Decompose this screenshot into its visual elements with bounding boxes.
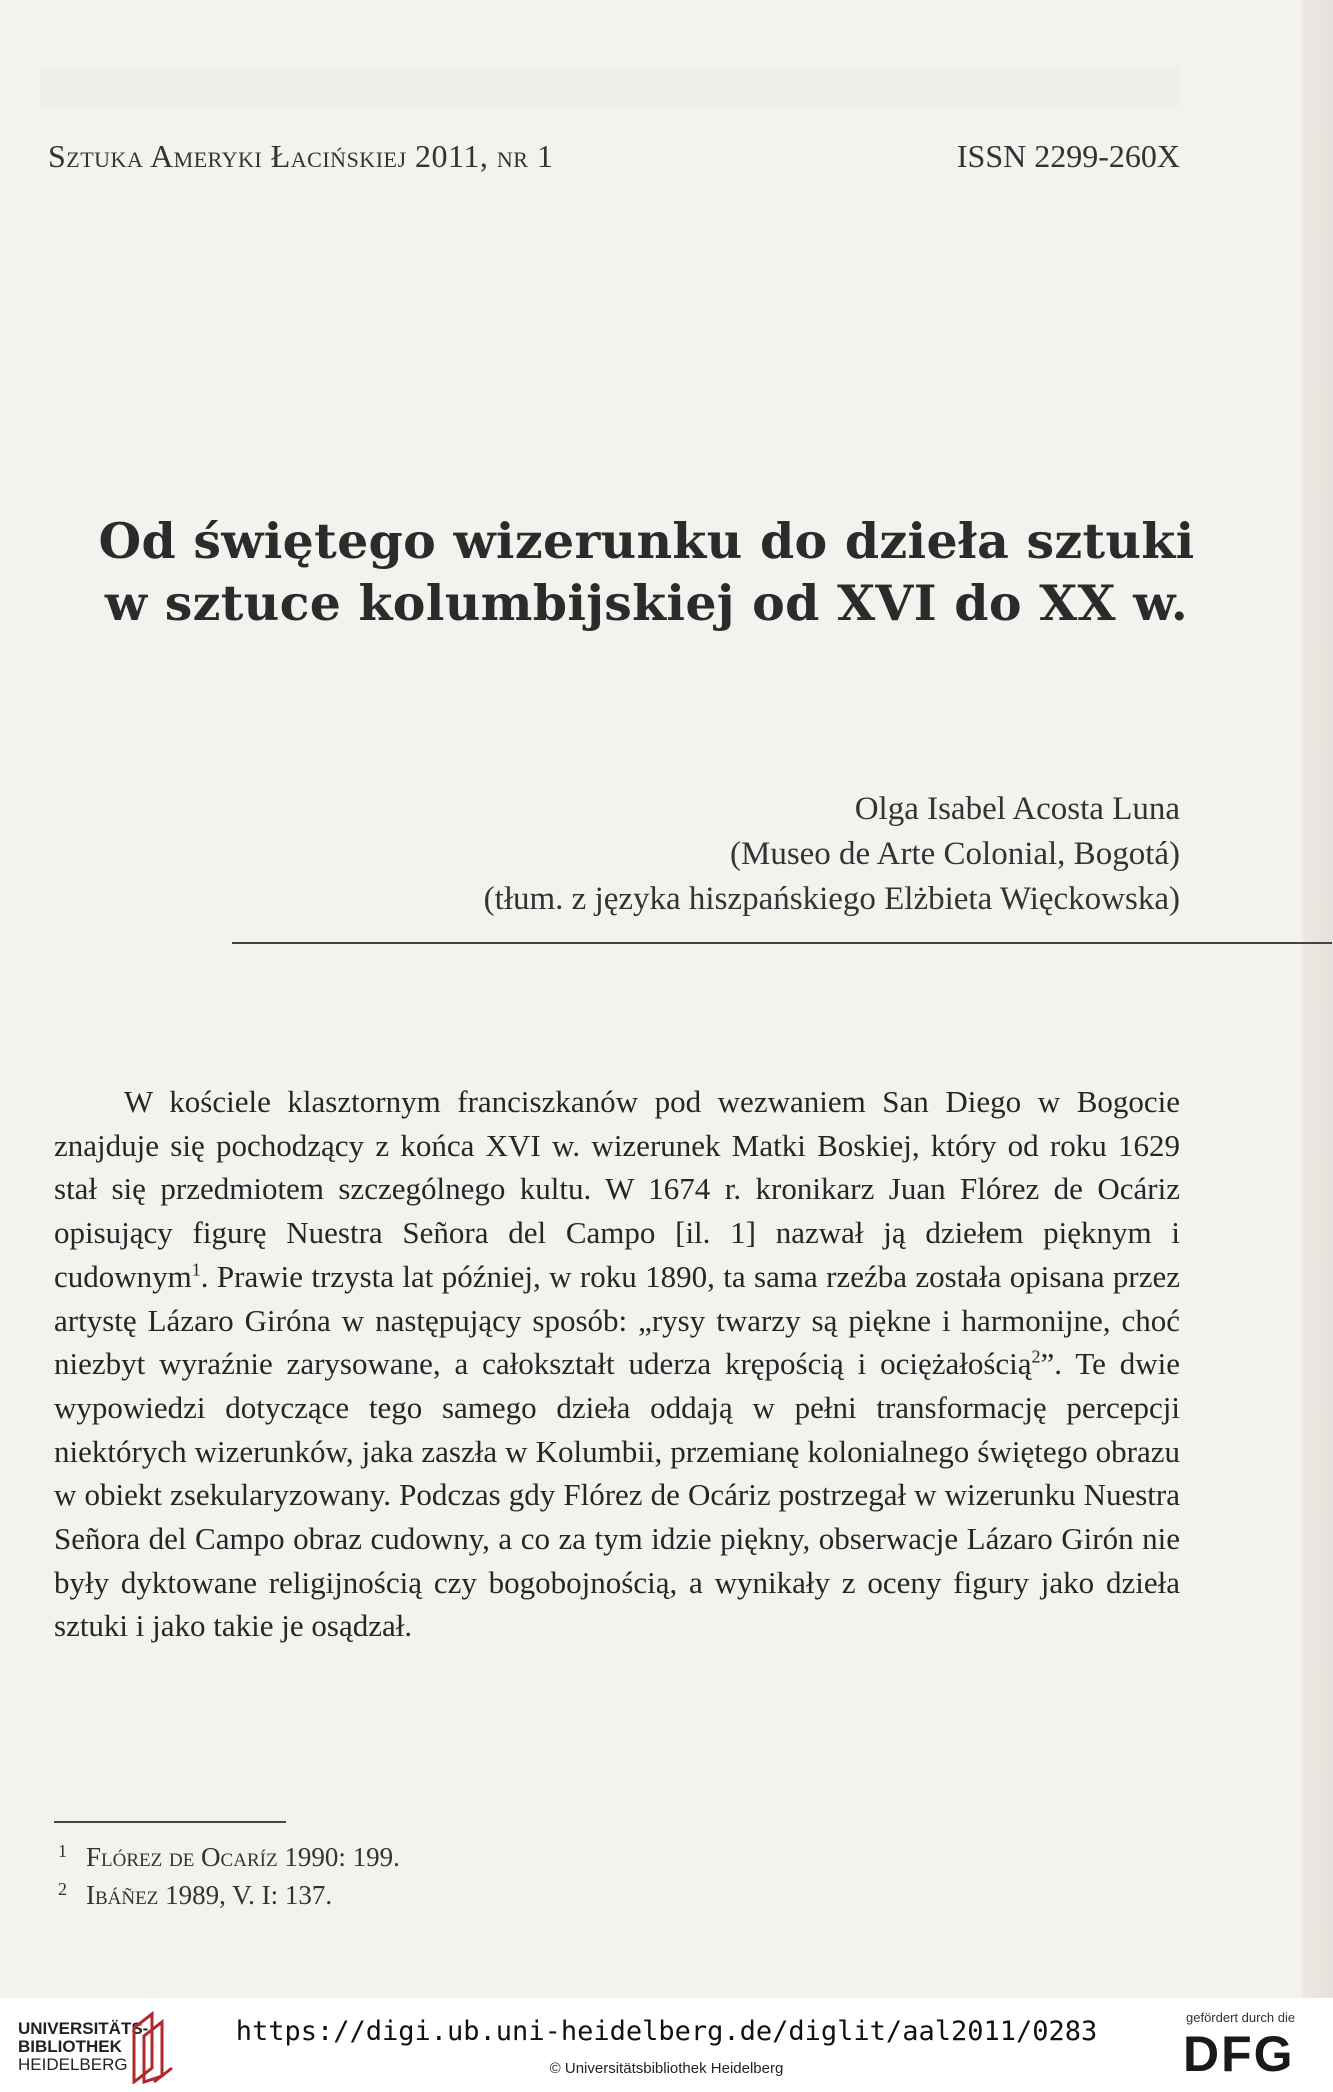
- show-through-area: [40, 66, 1180, 106]
- paragraph-text: . Prawie trzysta lat później, w roku 1890, ta sama rzeźba została opisana przez artystę Lázaro Giróna w następujący sposób: „rysy twarzy są piękne i harmonijne, choć niezbyt wyraźnie zarysowane, a całokształt uderza krępością i ociężałością: [54, 1258, 1180, 1382]
- footnote-ref-1[interactable]: 1: [191, 1259, 201, 1280]
- footnote-number: 1: [58, 1841, 67, 1861]
- footnote-1: [58, 1838, 400, 1876]
- dfg-logo: DFG: [1183, 2026, 1295, 2082]
- running-head: [48, 138, 553, 175]
- copyright-notice: © Universitätsbibliothek Heidelberg: [549, 2060, 784, 2077]
- title-line-2: w sztuce kolumbijskiej od XVI do XX w.: [104, 574, 1189, 632]
- issue-label: nr: [496, 138, 529, 174]
- footnote-number: 2: [58, 1879, 67, 1899]
- paragraph-text: W kościele klasztornym franciszkanów pod wezwaniem San Diego w Bogocie znajduje się pochodzący z końca XVI w. wizerunek Matki Boskiej, który od roku 1629 stał się przedmiotem szczególnego kultu. W 1674 r. kronikarz Juan Flórez de Ocáriz opisujący figurę Nuestra Señora del Campo [il. 1] nazwał ją dziełem pięknym i cudownym: [54, 1084, 1180, 1294]
- issn: ISSN 2299-260X: [956, 138, 1180, 174]
- author-name: Olga Isabel Acosta Luna: [854, 791, 1180, 827]
- footnotes: [58, 1838, 400, 1914]
- article-body: [54, 1080, 1180, 1648]
- journal-year: 2011,: [415, 138, 489, 174]
- journal-name: Sztuka Ameryki Łacińskiej: [48, 138, 407, 174]
- library-name-line: BIBLIOTHEK: [18, 2037, 122, 2056]
- translator-note: (tłum. z języka hiszpańskiego Elżbieta Więckowska): [483, 881, 1180, 917]
- author-affiliation: (Museo de Arte Colonial, Bogotá): [729, 836, 1180, 872]
- paragraph-text: ”. Te dwie wypowiedzi dotyczące tego samego dzieła oddają w pełni transformację percepcji niektórych wizerunków, jaka zaszła w Kolumbii, przemianę kolonialnego świętego obrazu w obiekt zsekularyzowany. Podczas gdy Flórez de Ocáriz postrzegał w wizerunku Nuestra Señora del Campo obraz cudowny, a co za tym idzie piękny, obserwacje Lázaro Girón nie były dyktowane religijnością czy bogobojnością, a wynikały z oceny figury jako dzieła sztuki i jako takie je osądzał.: [54, 1346, 1180, 1644]
- paragraph: [54, 1080, 1180, 1648]
- footnote-2: [58, 1876, 400, 1914]
- footnote-author: Ibáñez: [86, 1880, 159, 1910]
- article-title: [0, 510, 1333, 634]
- author-block: [484, 787, 1180, 922]
- footnote-reference: 1990: 199.: [284, 1842, 400, 1872]
- footnote-divider: [54, 1821, 286, 1823]
- library-name-line: HEIDELBERG: [18, 2055, 128, 2074]
- footnote-author: Flórez de Ocaríz: [86, 1842, 278, 1872]
- title-line-1: Od świętego wizerunku do dzieła sztuki: [98, 512, 1195, 570]
- footnote-ref-2[interactable]: 2: [1031, 1346, 1041, 1367]
- title-divider: [232, 942, 1332, 944]
- issue-number: 1: [536, 138, 554, 174]
- footnote-reference: 1989, V. I: 137.: [165, 1880, 333, 1910]
- library-name-line: UNIVERSITÄTS-: [18, 2019, 149, 2038]
- funding-caption: gefördert durch die: [1186, 2010, 1296, 2025]
- permalink[interactable]: https://digi.ub.uni-heidelberg.de/diglit/aal2011/0283: [235, 2016, 1098, 2047]
- page-edge: [1302, 0, 1333, 1998]
